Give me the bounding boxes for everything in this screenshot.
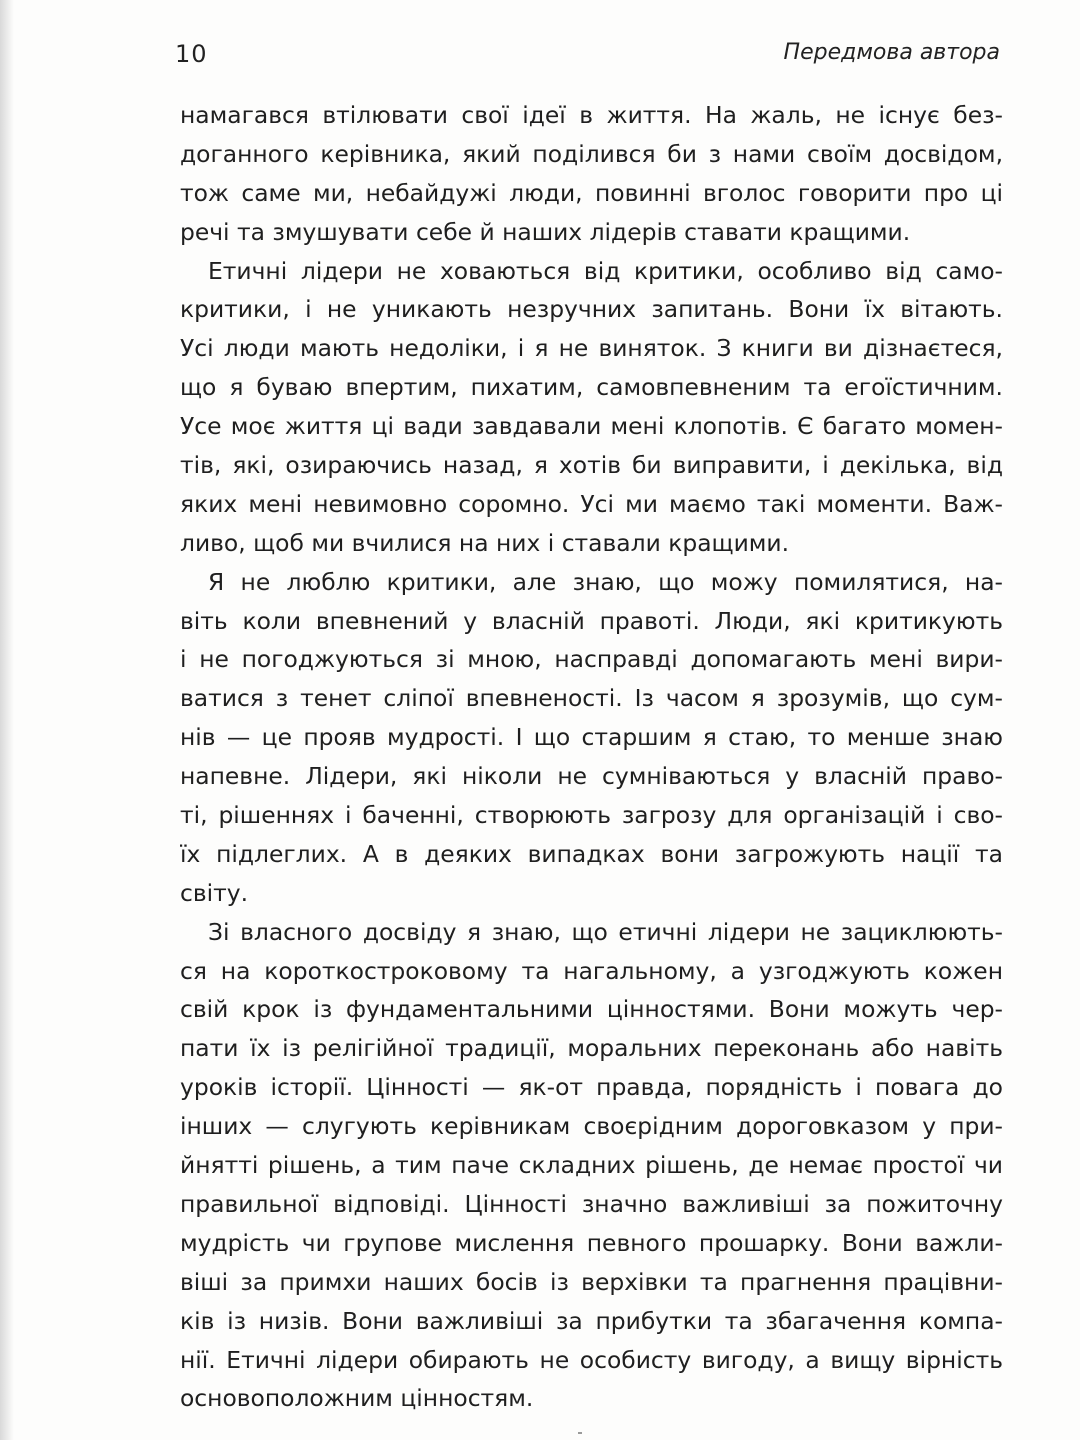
text-line: тож саме ми, небайдужі люди, повинні вголос говорити про ці [180,178,1003,207]
text-line: доганного керівника, який поділився би з нами своїм досвідом, [180,139,1003,168]
paragraph-4 [180,913,1003,1419]
body-text [180,96,1003,1418]
text-line: намагався втілювати свої ідеї в життя. На жаль, не існує без- [180,101,1003,129]
text-line: речі та змушувати себе й наших лідерів ставати кращими. [180,217,911,246]
text-line: нії. Етичні лідери обирають не особисту вигоду, а вищу вірність [180,1345,1003,1374]
text-line: що я буваю впертим, пихатим, самовпевненим та егоїстичним. [180,373,1003,402]
text-line: Етичні лідери не ховаються від критики, особливо від само- [208,256,1003,285]
text-line: Я не люблю критики, але знаю, що можу помилятися, на- [208,567,1003,596]
text-line: віші за примхи наших босів із верхівки та прагнення працівни- [180,1267,1003,1296]
print-speck [578,1432,582,1434]
text-line: Зі власного досвіду я знаю, що етичні лідери не зациклюють- [208,917,1003,946]
text-line: нів — це прояв мудрості. І що старшим я стаю, то менше знаю [180,723,1003,752]
text-line: ливо, щоб ми вчилися на них і ставали кращими. [180,528,790,557]
text-line: уроків історії. Цінності — як-от правда, порядність і повага до [180,1073,1003,1102]
text-line: яких мені невимовно соромно. Усі ми маємо такі моменти. Важ- [180,489,1003,518]
page-number: 10 [175,40,208,68]
text-line: свій крок із фундаментальними цінностями. Вони можуть чер- [180,995,1003,1024]
text-line: Усі люди мають недоліки, і я не виняток. З книги ви дізнаєтеся, [180,334,1003,363]
text-line: ватися з тенет сліпої впевненості. Із часом я зрозумів, що сум- [180,684,1003,713]
text-line: ті, рішеннях і баченні, створюють загрозу для організацій і сво- [180,801,1003,830]
text-line: пати їх із релігійної традиції, моральних переконань або навіть [180,1034,1003,1063]
text-line: тів, які, озираючись назад, я хотів би виправити, і декілька, від [180,451,1003,480]
text-line: світу. [180,878,249,907]
paragraph-1 [180,96,1003,252]
page-gutter-shadow [0,0,14,1440]
text-line: правильної відповіді. Цінності значно важливіші за пожиточну [180,1189,1003,1218]
text-line: Усе моє життя ці вади завдавали мені клопотів. Є багато момен- [180,412,1003,441]
text-line: мудрість чи групове мислення певного прошарку. Вони важли- [180,1228,1003,1257]
text-line: віть коли впевнений у власній правоті. Люди, які критикують [180,606,1003,635]
paragraph-2 [180,252,1003,563]
text-line: йнятті рішень, а тим паче складних рішень, де немає простої чи [180,1151,1003,1180]
text-line: ся на короткостроковому та нагальному, а узгоджують кожен [180,956,1003,985]
running-head: Передмова автора [783,40,1000,65]
paragraph-3 [180,563,1003,913]
text-line: інших — слугують керівникам своєрідним дороговказом у при- [180,1112,1003,1141]
text-line: ків із низів. Вони важливіші за прибутки та збагачення компа- [180,1306,1003,1335]
text-line: основоположним цінностям. [180,1384,534,1413]
text-line: критики, і не уникають незручних запитань. Вони їх вітають. [180,295,1003,324]
text-line: і не погоджуються зі мною, насправді допомагають мені вири- [180,645,1003,674]
text-line: напевне. Лідери, які ніколи не сумніваються у власній право- [180,762,1003,791]
text-line: їх підлеглих. А в деяких випадках вони загрожують нації та [180,839,1003,868]
